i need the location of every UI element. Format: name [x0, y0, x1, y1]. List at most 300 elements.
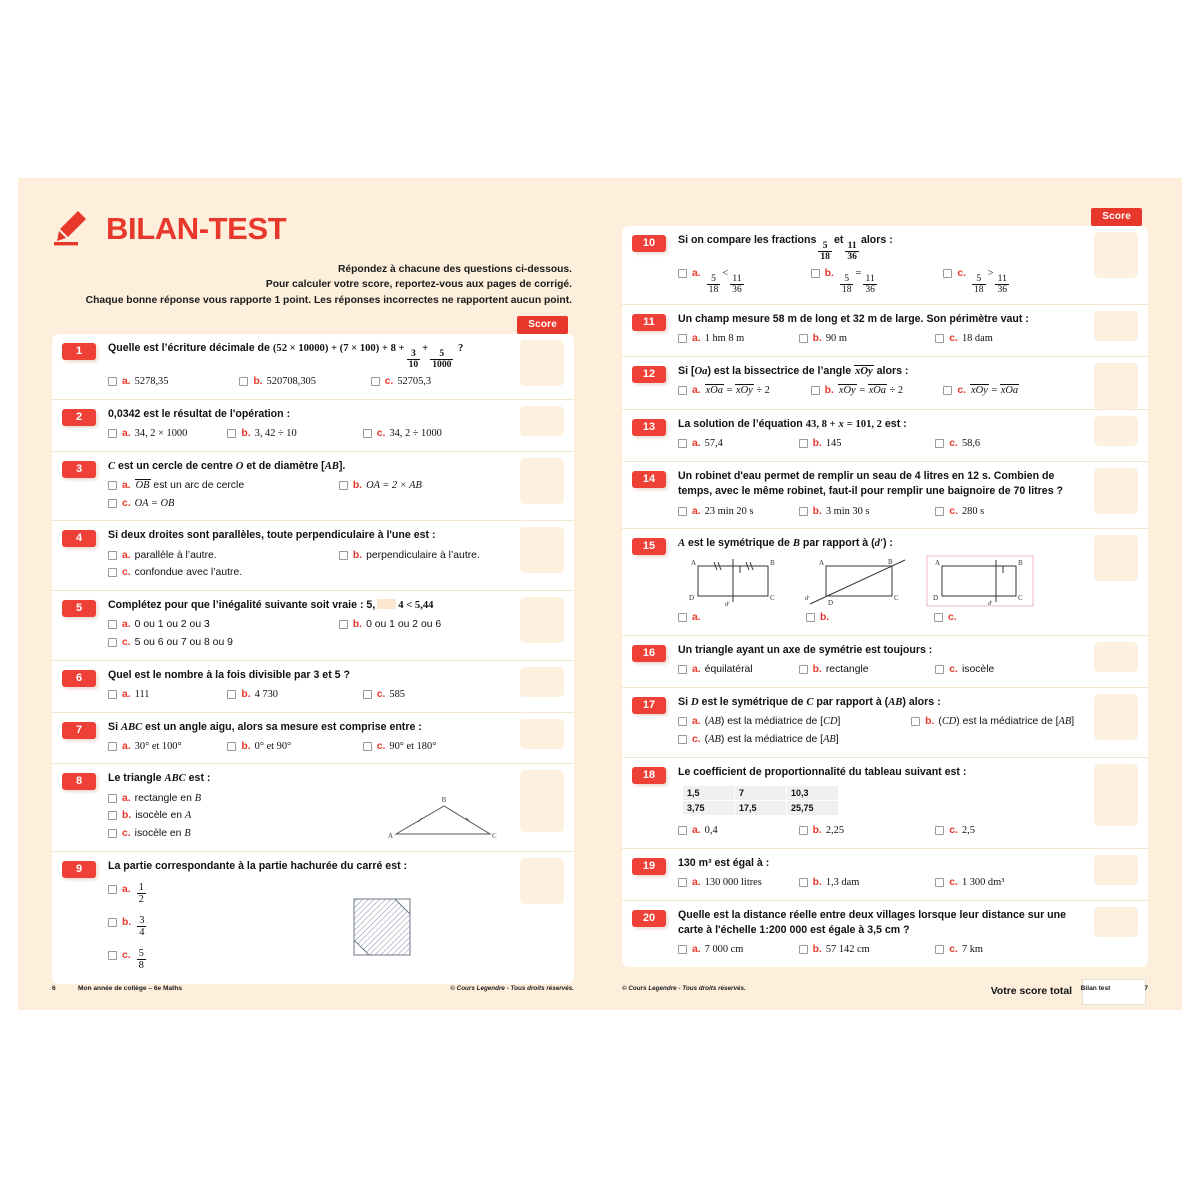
score-input-box[interactable] [520, 340, 564, 386]
question-prompt: Quel est le nombre à la fois divisible par 3 et 5 ? [108, 668, 350, 681]
question-number: 8 [62, 773, 96, 790]
answer-option-b[interactable] [799, 942, 936, 958]
score-input-box[interactable] [1094, 855, 1138, 885]
checkbox-icon[interactable] [227, 690, 236, 699]
option-letter: a. [122, 884, 131, 896]
answer-option-a[interactable] [108, 617, 339, 633]
question-number: 11 [632, 314, 666, 331]
answer-option-a[interactable] [108, 374, 239, 390]
answer-option-c[interactable]: c. $\frac{5}{18}$ > $\frac{11}{36}$ [943, 266, 1076, 295]
question-body [678, 410, 1084, 461]
figure-b [802, 554, 912, 608]
option-letter: c. [948, 612, 957, 624]
checkbox-icon[interactable] [799, 665, 808, 674]
answer-options [678, 330, 1080, 348]
question-prompt: Si ABC est un angle aigu, alors sa mesure est comprise entre : [108, 720, 422, 733]
question-prompt: 130 m³ est égal à : [678, 856, 770, 869]
option-letter: a. [122, 549, 131, 561]
checkbox-icon[interactable] [108, 811, 117, 820]
answer-option-a[interactable]: a. $\frac{5}{18}$ < $\frac{11}{36}$ [678, 266, 811, 295]
checkbox-icon[interactable] [108, 690, 117, 699]
checkbox-icon[interactable] [678, 735, 687, 744]
checkbox-icon[interactable] [678, 945, 687, 954]
answer-option-b[interactable] [799, 823, 936, 839]
checkbox-icon[interactable] [108, 638, 117, 647]
questions-card-left [52, 334, 574, 984]
answer-option-a[interactable] [678, 610, 792, 626]
blank-answer-box[interactable] [377, 599, 396, 609]
option-letter: a. [122, 792, 131, 804]
checkbox-icon[interactable] [799, 439, 808, 448]
checkbox-icon[interactable] [678, 507, 687, 516]
answer-option-b[interactable] [108, 915, 258, 938]
option-fraction: $\frac{1}{2}$ [138, 882, 144, 906]
answer-option-a[interactable]: a. OB est un arc de cercle [108, 478, 339, 494]
score-input-box[interactable] [1094, 232, 1138, 278]
checkbox-icon[interactable] [339, 620, 348, 629]
svg-text:C: C [770, 594, 775, 603]
svg-text:D: D [933, 594, 939, 603]
option-text: 2,25 [825, 824, 845, 836]
question-number: 14 [632, 471, 666, 488]
question-prompt: La partie correspondante à la partie hachurée du carré est : [108, 859, 408, 872]
question-score-cell [1084, 529, 1148, 635]
checkbox-icon[interactable] [935, 334, 944, 343]
answer-options [108, 477, 506, 512]
table-cell: 7 [735, 785, 787, 800]
checkbox-icon[interactable] [935, 507, 944, 516]
question-prompt: 0,0342 est le résultat de l'opération : [108, 407, 291, 420]
checkbox-icon[interactable] [678, 269, 687, 278]
page-title: BILAN-TEST [106, 210, 287, 246]
checkbox-icon[interactable] [911, 717, 920, 726]
checkbox-icon[interactable] [935, 878, 944, 887]
svg-text:d': d' [805, 595, 810, 603]
question-body [678, 636, 1084, 687]
option-letter: b. [812, 824, 822, 836]
question-row-1 [52, 334, 574, 400]
svg-text:A: A [387, 832, 393, 841]
score-input-box[interactable] [1094, 535, 1138, 581]
option-text: 111 [134, 688, 150, 700]
answer-option-c[interactable] [108, 496, 506, 512]
option-text: 0 ou 1 ou 2 ou 3 [134, 619, 210, 631]
answer-option-b[interactable] [806, 610, 920, 626]
prompt-suffix: 4 < 5,44 [398, 599, 434, 611]
option-text: 7 km [961, 944, 984, 956]
checkbox-icon[interactable] [678, 665, 687, 674]
question-prompt: Un robinet d'eau permet de remplir un seau de 4 litres en 12 s. Combien de temps, avec le même robinet, faut-il pour remplir une baignoire de 70 litres ? [678, 469, 1064, 498]
question-number-cell [52, 713, 108, 764]
checkbox-icon[interactable] [108, 742, 117, 751]
answer-option-a[interactable] [678, 436, 799, 452]
option-letter: c. [949, 876, 958, 888]
question-body [678, 849, 1084, 900]
question-score-cell [510, 591, 574, 660]
prompt-mid: et [833, 234, 844, 246]
answer-option-a[interactable] [678, 504, 799, 520]
symmetry-figure-b [802, 554, 912, 608]
score-input-box[interactable] [1094, 764, 1138, 826]
question-row-6 [52, 661, 574, 713]
question-prompt: Un champ mesure 58 m de long et 32 m de large. Son périmètre vaut : [678, 312, 1029, 325]
question-number-cell [52, 452, 108, 521]
answer-option-a[interactable] [108, 687, 227, 703]
symmetry-figures [678, 554, 1080, 608]
checkbox-icon[interactable] [227, 429, 236, 438]
answer-option-a[interactable] [108, 548, 339, 564]
question-row-14 [622, 462, 1148, 529]
option-letter: b. [812, 876, 822, 888]
answer-option-c[interactable] [363, 687, 405, 703]
answer-option-a[interactable] [108, 739, 227, 755]
checkbox-icon[interactable] [943, 386, 952, 395]
answer-option-c[interactable] [108, 948, 258, 971]
checkbox-icon[interactable] [363, 742, 372, 751]
answer-option-b[interactable]: b. (CD) est la médiatrice de [AB] [911, 714, 1080, 730]
question-row-2 [52, 400, 574, 452]
answer-options [108, 686, 506, 704]
answer-option-a[interactable] [108, 882, 258, 905]
score-badge: Score [517, 316, 568, 334]
answer-option-a[interactable] [108, 426, 227, 442]
checkbox-icon[interactable] [108, 429, 117, 438]
table-cell: 10,3 [787, 785, 839, 800]
option-letter: c. [122, 950, 131, 962]
checkbox-icon[interactable] [811, 386, 820, 395]
checkbox-icon[interactable] [371, 377, 380, 386]
question-number-cell [622, 688, 678, 757]
footer-book-title: Mon année de collège – 6e Maths [78, 985, 183, 992]
score-input-box[interactable] [1094, 642, 1138, 672]
answer-option-a[interactable]: a. xOa = xOy ÷ 2 [678, 383, 811, 399]
score-input-box[interactable] [1094, 416, 1138, 446]
answer-option-b[interactable] [227, 687, 362, 703]
option-letter: c. [949, 944, 958, 956]
answer-option-a[interactable] [678, 875, 799, 891]
option-letter: b. [352, 549, 363, 561]
checkbox-icon[interactable] [806, 613, 815, 622]
score-input-box[interactable] [1094, 363, 1138, 409]
svg-text:B: B [770, 559, 775, 568]
question-score-cell [510, 521, 574, 590]
question-body [678, 305, 1084, 356]
question-number-cell [52, 852, 108, 984]
score-input-box[interactable] [520, 597, 564, 643]
answer-option-c[interactable] [935, 331, 993, 347]
option-letter: b. [820, 612, 830, 624]
option-text: 130 000 litres [704, 876, 762, 888]
checkbox-icon[interactable] [678, 439, 687, 448]
table-cell: 17,5 [735, 800, 787, 815]
question-score-cell [510, 661, 574, 712]
option-text: OA = 2 × AB [366, 480, 422, 492]
answer-option-c[interactable] [363, 739, 437, 755]
option-text: 58,6 [961, 438, 981, 450]
option-letter: b. [812, 505, 822, 517]
checkbox-icon[interactable] [363, 429, 372, 438]
option-text: 0° et 90° [254, 740, 292, 752]
answer-option-b[interactable] [227, 739, 362, 755]
option-text: 30° et 100° [134, 740, 182, 752]
score-input-box[interactable] [1094, 907, 1138, 937]
checkbox-icon[interactable] [935, 439, 944, 448]
question-row-11 [622, 305, 1148, 357]
checkbox-icon[interactable] [108, 377, 117, 386]
answer-option-b[interactable] [799, 662, 936, 678]
checkbox-icon[interactable] [227, 742, 236, 751]
answer-option-a[interactable] [678, 331, 799, 347]
option-letter: b. [925, 716, 935, 728]
answer-option-b[interactable] [339, 617, 506, 633]
checkbox-icon[interactable] [239, 377, 248, 386]
option-letter: b. [352, 619, 363, 631]
option-text: 2,5 [961, 824, 975, 836]
answer-option-b[interactable]: b. xOy = xOa ÷ 2 [811, 383, 944, 399]
answer-option-a[interactable]: a. (AB) est la médiatrice de [CD] [678, 714, 911, 730]
option-letter: b. [241, 740, 251, 752]
option-text: 7 000 cm [704, 944, 744, 956]
checkbox-icon[interactable] [678, 826, 687, 835]
question-number-cell [52, 521, 108, 590]
option-text: 18 dam [961, 333, 993, 345]
question-row-18 [622, 758, 1148, 849]
checkbox-icon[interactable] [108, 794, 117, 803]
option-letter: b. [241, 688, 251, 700]
figure-c [926, 554, 1036, 608]
answer-option-c[interactable] [363, 426, 442, 442]
answer-option-c[interactable] [935, 875, 1004, 891]
answer-options [678, 435, 1080, 453]
option-letter: b. [122, 917, 132, 929]
score-input-box[interactable] [520, 858, 564, 904]
option-text: 90 m [825, 333, 847, 345]
option-text: 3, 42 ÷ 10 [254, 428, 297, 440]
questions-card-right [622, 226, 1148, 967]
option-letter: c. [122, 567, 131, 579]
answer-option-b[interactable] [239, 374, 370, 390]
answer-option-a[interactable] [678, 662, 799, 678]
svg-text:A: A [935, 559, 941, 568]
option-text: équilatéral [704, 664, 753, 676]
option-letter: a. [692, 438, 701, 450]
question-score-cell [510, 334, 574, 399]
checkbox-icon[interactable] [799, 507, 808, 516]
answer-option-a[interactable] [678, 823, 799, 839]
checkbox-icon[interactable] [799, 826, 808, 835]
answer-option-c[interactable]: c. isocèle en B [108, 826, 367, 842]
option-letter: c. [949, 438, 958, 450]
question-number: 10 [632, 235, 666, 252]
score-input-box[interactable] [520, 527, 564, 573]
checkbox-icon[interactable] [108, 829, 117, 838]
question-body [108, 764, 510, 850]
answer-option-c[interactable]: c. (AB) est la médiatrice de [AB] [678, 732, 1080, 748]
checkbox-icon[interactable] [799, 334, 808, 343]
checkbox-icon[interactable] [108, 951, 117, 960]
answer-option-c[interactable] [108, 565, 506, 581]
question-number: 3 [62, 461, 96, 478]
answer-options [108, 616, 506, 651]
answer-option-b[interactable]: b. isocèle en A [108, 808, 367, 824]
option-letter: a. [122, 376, 131, 388]
answer-options [678, 822, 1080, 840]
answer-option-c[interactable]: c. xOy = xOa [943, 383, 1076, 399]
answer-option-c[interactable] [371, 374, 502, 390]
answer-option-b[interactable] [339, 548, 506, 564]
answer-option-c[interactable] [108, 635, 506, 651]
answer-option-c[interactable] [935, 823, 975, 839]
question-number: 15 [632, 538, 666, 555]
question-body [678, 357, 1084, 409]
option-text: 1 300 dm³ [961, 876, 1005, 888]
checkbox-icon[interactable] [943, 269, 952, 278]
answer-option-c[interactable] [935, 504, 984, 520]
question-prompt: C est un cercle de centre O et de diamètre [AB]. [108, 459, 346, 472]
option-text: confondue avec l’autre. [134, 567, 243, 579]
checkbox-icon[interactable] [678, 878, 687, 887]
question-body [108, 400, 510, 451]
checkbox-icon[interactable] [363, 690, 372, 699]
footer-page-number: 7 [1144, 985, 1148, 992]
question-row-9 [52, 852, 574, 984]
question-number-cell [52, 400, 108, 451]
answer-option-b[interactable]: b. $\frac{5}{18}$ = $\frac{11}{36}$ [811, 266, 944, 295]
option-letter: c. [122, 636, 131, 648]
answer-options [678, 941, 1080, 959]
question-score-cell [1084, 357, 1148, 409]
checkbox-icon[interactable] [678, 613, 687, 622]
question-body [678, 758, 1084, 848]
option-text: isocèle [961, 664, 995, 676]
answer-option-b[interactable] [227, 426, 362, 442]
question-score-cell [510, 400, 574, 451]
question-prompt: La solution de l’équation 43, 8 + x = 101, 2 est : [678, 417, 907, 430]
score-input-box[interactable] [1094, 694, 1138, 740]
checkbox-icon[interactable] [339, 551, 348, 560]
checkbox-icon[interactable] [108, 499, 117, 508]
total-score-label: Votre score total [990, 986, 1072, 998]
option-letter: c. [957, 267, 966, 279]
checkbox-icon[interactable] [108, 568, 117, 577]
answer-option-c[interactable] [935, 436, 980, 452]
question-row-4 [52, 521, 574, 591]
checkbox-icon[interactable] [108, 885, 117, 894]
score-input-box[interactable] [520, 458, 564, 504]
answer-options [678, 713, 1080, 748]
score-input-box[interactable] [520, 719, 564, 749]
svg-text:D: D [828, 599, 834, 608]
answer-option-c[interactable] [935, 662, 994, 678]
page-left [18, 178, 600, 1010]
option-letter: c. [692, 734, 701, 746]
answer-option-c[interactable] [935, 942, 983, 958]
question-prompt: Si D est le symétrique de C par rapport à (AB) alors : [678, 696, 941, 709]
answer-options [108, 547, 506, 582]
answer-option-a[interactable] [678, 942, 799, 958]
svg-text:d': d' [988, 600, 993, 608]
checkbox-icon[interactable] [799, 878, 808, 887]
score-input-box[interactable] [1094, 468, 1138, 514]
option-text: 90° et 180° [389, 740, 437, 752]
question-number: 2 [62, 409, 96, 426]
svg-text:B: B [1018, 559, 1023, 568]
answer-options [108, 425, 506, 443]
question-score-cell [1084, 636, 1148, 687]
answer-option-b[interactable] [799, 875, 936, 891]
option-letter: b. [824, 267, 834, 279]
answer-option-b[interactable] [799, 331, 936, 347]
answer-options [678, 661, 1080, 679]
option-letter: c. [957, 385, 966, 397]
question-number: 16 [632, 645, 666, 662]
checkbox-icon[interactable] [108, 481, 117, 490]
option-text: 280 s [961, 505, 985, 517]
answer-option-b[interactable] [799, 504, 936, 520]
option-letter: c. [949, 824, 958, 836]
answer-option-b[interactable] [339, 478, 506, 494]
checkbox-icon[interactable] [108, 551, 117, 560]
checkbox-icon[interactable] [678, 386, 687, 395]
question-prompt: Si [Oa) est la bissectrice de l’angle xOy alors : [678, 364, 909, 377]
score-input-box[interactable] [520, 667, 564, 697]
checkbox-icon[interactable] [108, 620, 117, 629]
checkbox-icon[interactable] [935, 665, 944, 674]
score-input-box[interactable] [520, 406, 564, 436]
checkbox-icon[interactable] [935, 826, 944, 835]
question-body [108, 713, 510, 764]
checkbox-icon[interactable] [678, 717, 687, 726]
question-number: 6 [62, 670, 96, 687]
checkbox-icon[interactable] [935, 945, 944, 954]
figure-a [678, 554, 788, 608]
option-text: parallèle à l’autre. [134, 549, 217, 561]
option-letter: c. [949, 333, 958, 345]
question-prompt: Un triangle ayant un axe de symétrie est toujours : [678, 644, 933, 657]
answer-options [678, 265, 1080, 296]
question-score-cell [510, 713, 574, 764]
question-number-cell [622, 901, 678, 967]
checkbox-icon[interactable] [934, 613, 943, 622]
option-text: 57,4 [704, 438, 723, 450]
footer-right [622, 985, 1148, 992]
prompt-text: Complétez pour que l’inégalité suivante soit vraie : 5, [108, 598, 376, 611]
score-input-box[interactable] [1094, 311, 1138, 341]
option-text: 52705,3 [397, 376, 432, 388]
answer-option-b[interactable] [799, 436, 936, 452]
answer-option-a[interactable]: a. rectangle en B [108, 791, 367, 807]
hatched-square-figure [347, 892, 417, 962]
question-row-12 [622, 357, 1148, 410]
checkbox-icon[interactable] [108, 918, 117, 927]
checkbox-icon[interactable] [811, 269, 820, 278]
option-letter: c. [122, 497, 131, 509]
question-row-13 [622, 410, 1148, 462]
option-letter: a. [122, 688, 131, 700]
pencil-icon [52, 208, 92, 248]
question-score-cell [1084, 901, 1148, 967]
answer-option-c[interactable] [934, 610, 1048, 626]
checkbox-icon[interactable] [799, 945, 808, 954]
option-letter: a. [122, 428, 131, 440]
checkbox-icon[interactable] [339, 481, 348, 490]
instruction-line-2: Pour calculer votre score, reportez-vous aux pages de corrigé. [265, 279, 572, 291]
footer-page-number: 6 [52, 985, 56, 992]
question-number-cell [622, 226, 678, 304]
checkbox-icon[interactable] [678, 334, 687, 343]
score-input-box[interactable] [520, 770, 564, 832]
score-header-left [52, 316, 574, 334]
